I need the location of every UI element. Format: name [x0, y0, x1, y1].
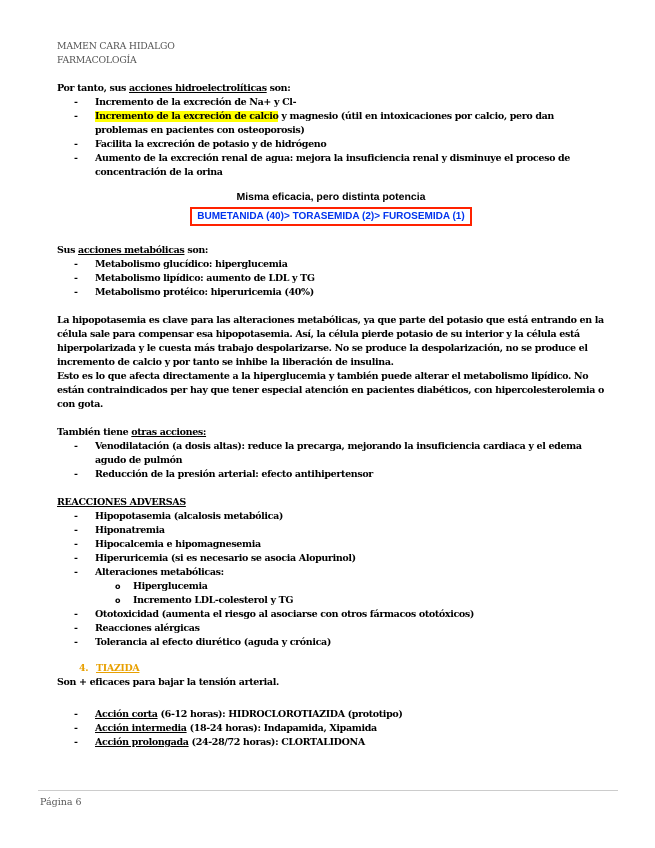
page-content	[57, 82, 605, 750]
metab-list	[57, 258, 605, 300]
effect-paragraph: Esto es lo que afecta directamente a la hiperglucemia y también puede alterar el metabolismo lipídico. No están contraindicados per hay que tener especial atención en pacientes diabéticos, con hipercolesterolemia o con gota.	[57, 371, 604, 410]
action-label: Acción corta	[95, 709, 158, 720]
efficacy-box-wrap	[57, 207, 605, 226]
action-list	[57, 708, 605, 750]
list-item: - Metabolismo lipídico: aumento de LDL y TG	[57, 272, 605, 286]
adverse-list	[57, 510, 605, 580]
hydro-intro-post: son:	[266, 83, 291, 94]
section-subtitle: Son + eficaces para bajar la tensión arterial.	[57, 677, 279, 688]
list-item: - Tolerancia al efecto diurético (aguda y crónica)	[57, 636, 605, 650]
list-item: - Reacciones alérgicas	[57, 622, 605, 636]
list-item: - Metabolismo protéico: hiperuricemia (40%)	[57, 286, 605, 300]
hydro-intro	[57, 82, 605, 96]
adverse-title: REACCIONES ADVERSAS	[57, 497, 186, 508]
metab-intro-pre: Sus	[57, 245, 79, 256]
sub-list-item: o Incremento LDL-colesterol y TG	[57, 594, 605, 608]
list-item	[57, 96, 605, 110]
list-item	[57, 722, 605, 736]
page-header	[57, 40, 175, 68]
footer-divider	[38, 790, 618, 791]
action-detail: (24-28/72 horas): CLORTALIDONA	[188, 737, 365, 748]
page-number: Página 6	[40, 797, 82, 808]
metab-intro-term: acciones metabólicas	[78, 245, 185, 256]
section-number: 4.	[79, 663, 89, 674]
other-list	[57, 440, 605, 482]
hydro-intro-pre: Por tanto, sus	[57, 83, 129, 94]
hydro-list	[57, 96, 605, 180]
list-item	[57, 110, 605, 138]
action-detail: (6-12 horas): HIDROCLOROTIAZIDA (prototipo)	[157, 709, 403, 720]
list-item	[57, 736, 605, 750]
list-item: - Hiponatremia	[57, 524, 605, 538]
list-item: - Hipocalcemia e hipomagnesemia	[57, 538, 605, 552]
section-heading	[57, 662, 605, 676]
other-intro	[57, 426, 605, 440]
list-item	[57, 708, 605, 722]
hydro-intro-term: acciones hidroelectrolíticas	[129, 83, 267, 94]
efficacy-title: Misma eficacia, pero distinta potencia	[236, 191, 426, 203]
potency-box: BUMETANIDA (40)> TORASEMIDA (2)> FUROSEMIDA (1)	[190, 207, 471, 226]
action-detail: (18-24 horas): Indapamida, Xipamida	[186, 723, 377, 734]
list-item-text: Incremento de la excreción de Na+ y Cl-	[95, 97, 297, 108]
adverse-sublist	[57, 580, 605, 608]
list-item-text: Facilita la excreción de potasio y de hidrógeno	[95, 139, 327, 150]
action-label: Acción prolongada	[95, 737, 189, 748]
action-label: Acción intermedia	[95, 723, 187, 734]
list-item	[57, 138, 605, 152]
section-title: TIAZIDA	[96, 663, 140, 674]
list-item: - Hiperuricemia (si es necesario se asocia Alopurinol)	[57, 552, 605, 566]
sub-list-item: o Hiperglucemia	[57, 580, 605, 594]
list-item: - Hipopotasemia (alcalosis metabólica)	[57, 510, 605, 524]
list-item: - Ototoxicidad (aumenta el riesgo al asociarse con otros fármacos ototóxicos)	[57, 608, 605, 622]
hipopotasemia-paragraph: La hipopotasemia es clave para las alteraciones metabólicas, ya que parte del potasio que está entrando en la célula sale para compensar esa hipopotasemia. Así, la célula pierde potasio de su interior y la célula está hiperpolarizada y le cuesta más trabajo despolarizarse. No se produce la despolarización, no se produce el incremento de calcio y por tanto se inhibe la liberación de insulina.	[57, 315, 604, 368]
adverse-list-continued	[57, 608, 605, 650]
other-intro-term: otras acciones:	[131, 427, 207, 438]
list-item: - Alteraciones metabólicas:	[57, 566, 605, 580]
highlighted-text: Incremento de la excreción de calcio	[95, 111, 279, 122]
metab-intro	[57, 244, 605, 258]
list-item	[57, 152, 605, 180]
list-item: - Metabolismo glucídico: hiperglucemia	[57, 258, 605, 272]
list-item: - Venodilatación (a dosis altas): reduce la precarga, mejorando la insuficiencia cardiaca y el edema agudo de pulmón	[57, 440, 605, 468]
other-intro-pre: También tiene	[57, 427, 132, 438]
list-item-text: y magnesio (útil en intoxicaciones por calcio, pero dan problemas en pacientes con osteoporosis)	[95, 111, 554, 136]
list-item: - Reducción de la presión arterial: efecto antihipertensor	[57, 468, 605, 482]
header-subject: FARMACOLOGÍA	[57, 55, 137, 66]
list-item-text: Aumento de la excreción renal de agua: mejora la insuficiencia renal y disminuye el proceso de concentración de la orina	[95, 153, 570, 178]
metab-intro-post: son:	[184, 245, 209, 256]
header-author: MAMEN CARA HIDALGO	[57, 41, 175, 52]
